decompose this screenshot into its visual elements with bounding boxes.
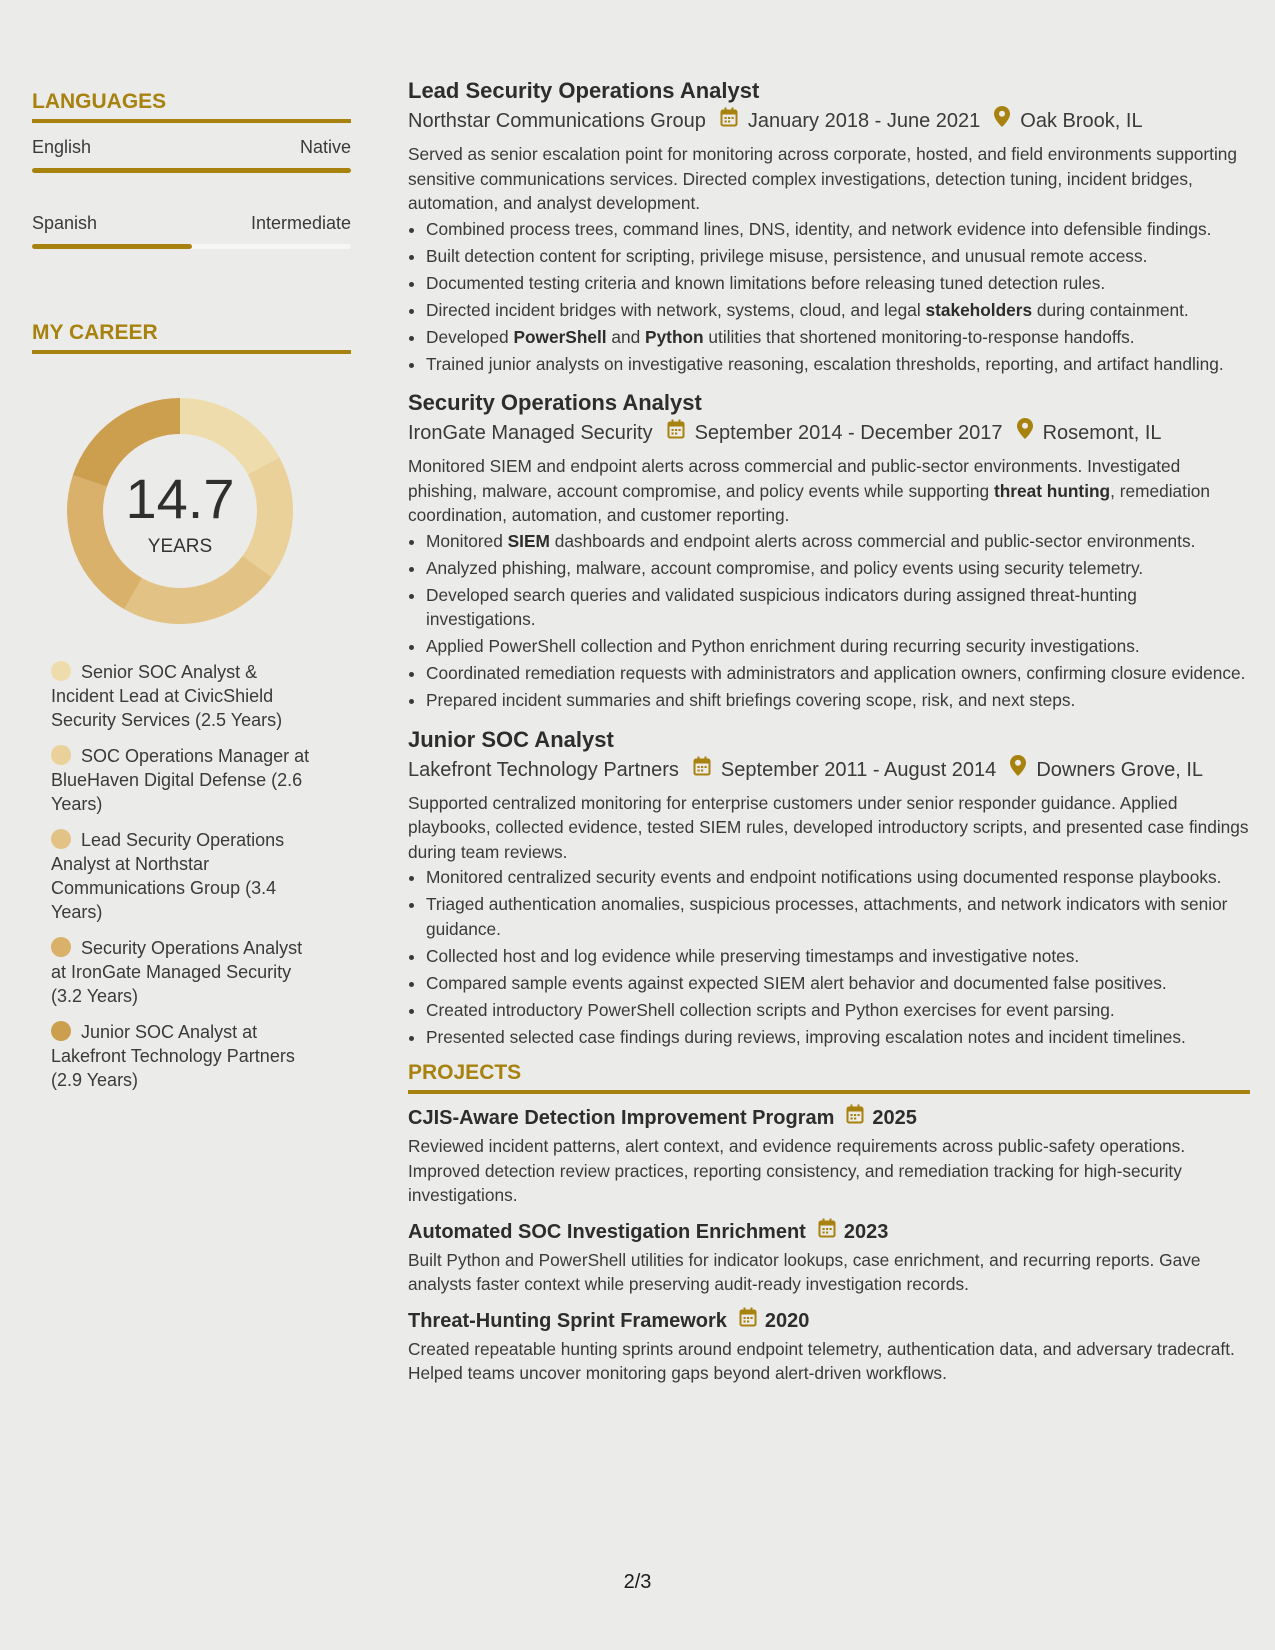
project-title-row xyxy=(408,1307,1250,1335)
job-bullet: • Documented testing criteria and known limitations before releasing tuned detection rules. xyxy=(426,271,1250,296)
calendar-icon xyxy=(846,1104,864,1132)
job-bullet: • Developed search queries and validated suspicious indicators during assigned threat-hunting investigations. xyxy=(426,583,1250,632)
language-name: Spanish xyxy=(32,213,98,233)
donut-slice-1 xyxy=(180,398,279,474)
bold-keyword: threat hunting xyxy=(993,480,1111,501)
job-meta xyxy=(408,755,1250,785)
project-title: CJIS-Aware Detection Improvement Program xyxy=(408,1107,835,1129)
job-location: Rosemont, IL xyxy=(1042,422,1162,444)
legend-dot xyxy=(51,661,71,681)
job-description: Served as senior escalation point for monitoring across corporate, hosted, and field environments supporting sensitive communications services. Directed complex investigations, detection tuning, incident bridges, automation, and analyst development. xyxy=(408,144,1238,213)
project-description: Created repeatable hunting sprints around endpoint telemetry, authentication data, and adversary tradecraft. Helped teams uncover monitoring gaps beyond alert-driven workflows. xyxy=(408,1338,1235,1383)
proficiency-bar-fill xyxy=(32,244,192,249)
job-location: Oak Brook, IL xyxy=(1020,110,1143,132)
job-title: Lead Security Operations Analyst xyxy=(408,78,760,103)
job-company: Lakefront Technology Partners xyxy=(408,758,679,781)
job-bullet: • Combined process trees, command lines, DNS, identity, and network evidence into defensible findings. xyxy=(426,217,1250,242)
career-total-years: 14.7 xyxy=(125,467,235,530)
career-donut-chart xyxy=(65,396,295,626)
job-bullet: • Monitored centralized security events and endpoint notifications using documented response playbooks. xyxy=(426,865,1250,890)
page-number: 2/3 xyxy=(623,1571,652,1593)
legend-dot xyxy=(51,937,71,957)
language-level: Native xyxy=(299,137,351,157)
career-total-unit: YEARS xyxy=(147,536,213,557)
proficiency-bar xyxy=(32,244,351,249)
legend-item: Lead Security Operations Analyst at Northstar Communications Group (3.4 Years) xyxy=(51,830,285,922)
project-title-row xyxy=(408,1218,1250,1246)
job-bullet: • Trained junior analysts on investigative reasoning, escalation thresholds, reporting, and artifact handling. xyxy=(426,352,1250,377)
language-level: Intermediate xyxy=(250,213,351,233)
project-year: 2023 xyxy=(843,1220,889,1243)
project-entry xyxy=(408,1218,1250,1297)
proficiency-bar xyxy=(32,168,351,173)
project-description: Built Python and PowerShell utilities for indicator lookups, case enrichment, and recurring reports. Gave analysts faster context while preserving audit-ready investigation records. xyxy=(408,1249,1201,1294)
calendar-icon xyxy=(739,1307,757,1335)
project-title: Automated SOC Investigation Enrichment xyxy=(408,1220,806,1243)
job-bullet: • Coordinated remediation requests with administrators and application owners, confirming closure evidence. xyxy=(426,661,1250,686)
language-name: English xyxy=(32,137,92,157)
bold-keyword: PowerShell xyxy=(513,326,607,347)
project-year: 2020 xyxy=(764,1309,810,1332)
languages-list xyxy=(32,137,351,249)
job-meta xyxy=(408,418,1250,448)
career-heading: MY CAREER xyxy=(32,321,351,354)
donut-slice-3 xyxy=(124,556,272,624)
job-bullet: • Built detection content for scripting, privilege misuse, persistence, and unusual remote access. xyxy=(426,244,1250,269)
map-pin-icon xyxy=(1010,755,1026,785)
job-meta xyxy=(408,106,1250,136)
job-entry xyxy=(408,725,1250,1050)
job-bullet: • Created introductory PowerShell collection scripts and Python exercises for event parsing. xyxy=(426,998,1250,1023)
job-bullet: • Triaged authentication anomalies, suspicious processes, attachments, and network indicators with senior guidance. xyxy=(426,892,1250,941)
bold-keyword: stakeholders xyxy=(925,299,1033,320)
legend-item: Security Operations Analyst at IronGate Managed Security (3.2 Years) xyxy=(51,938,303,1006)
project-year: 2025 xyxy=(872,1107,917,1129)
job-location: Downers Grove, IL xyxy=(1036,758,1204,781)
language-item xyxy=(32,213,351,249)
bold-keyword: SIEM xyxy=(507,530,550,551)
job-bullets xyxy=(408,529,1250,713)
job-dates: September 2014 - December 2017 xyxy=(694,422,1003,444)
calendar-icon xyxy=(818,1218,836,1246)
bold-keyword: Python xyxy=(645,326,704,347)
map-pin-icon xyxy=(994,106,1010,136)
job-bullet: • Collected host and log evidence while preserving timestamps and investigative notes. xyxy=(426,944,1250,969)
job-bullet: • Directed incident bridges with network, systems, cloud, and legal stakeholders during containment. xyxy=(426,298,1250,323)
job-dates: September 2011 - August 2014 xyxy=(720,758,997,781)
job-description: Supported centralized monitoring for enterprise customers under senior responder guidance. Applied playbooks, collected evidence, tested SIEM rules, developed introductory scripts, and presented case findings during team reviews. xyxy=(408,792,1249,862)
job-title: Junior SOC Analyst xyxy=(408,726,614,752)
project-title: Threat-Hunting Sprint Framework xyxy=(408,1309,727,1332)
right-column xyxy=(408,76,1250,1386)
job-company: Northstar Communications Group xyxy=(408,110,706,132)
job-bullets xyxy=(408,865,1250,1049)
language-row xyxy=(32,137,351,158)
map-pin-icon xyxy=(1017,418,1033,448)
job-dates: January 2018 - June 2021 xyxy=(747,110,981,132)
legend-item: SOC Operations Manager at BlueHaven Digital Defense (2.6 Years) xyxy=(51,746,310,814)
legend-dot xyxy=(51,829,71,849)
legend-item: Senior SOC Analyst & Incident Lead at CivicShield Security Services (2.5 Years) xyxy=(51,662,283,730)
left-column xyxy=(32,90,351,1104)
legend-dot xyxy=(51,745,71,765)
calendar-icon xyxy=(720,106,738,136)
job-title: Security Operations Analyst xyxy=(408,390,702,415)
calendar-icon xyxy=(693,755,711,785)
language-item xyxy=(32,137,351,173)
job-bullet: • Monitored SIEM dashboards and endpoint alerts across commercial and public-sector environments. xyxy=(426,529,1250,554)
language-row xyxy=(32,213,351,234)
proficiency-bar-fill xyxy=(32,168,351,173)
job-bullet: • Compared sample events against expected SIEM alert behavior and documented false positives. xyxy=(426,971,1250,996)
project-description: Reviewed incident patterns, alert context, and evidence requirements across public-safety operations. Improved detection review practices, reporting consistency, and remediation tracking for high-security investigations. xyxy=(408,1136,1186,1205)
project-entry xyxy=(408,1104,1250,1208)
job-description: Monitored SIEM and endpoint alerts across commercial and public-sector environments. Investigated phishing, malware, account compromise, and policy events while supporting threat hunting, remediation coordination, automation, and customer reporting. xyxy=(408,456,1211,525)
calendar-icon xyxy=(667,418,685,448)
job-entry xyxy=(408,388,1250,713)
projects-heading: PROJECTS xyxy=(408,1061,1250,1094)
projects-list xyxy=(408,1104,1250,1386)
job-bullet: • Prepared incident summaries and shift briefings covering scope, risk, and next steps. xyxy=(426,688,1250,713)
project-title-row xyxy=(408,1104,1250,1132)
job-bullet: • Applied PowerShell collection and Python enrichment during recurring security investigations. xyxy=(426,634,1250,659)
job-bullet: • Analyzed phishing, malware, account compromise, and policy events using security telemetry. xyxy=(426,556,1250,581)
job-company: IronGate Managed Security xyxy=(408,422,653,444)
job-bullets xyxy=(408,217,1250,377)
experience-list xyxy=(408,76,1250,1049)
job-bullet: • Presented selected case findings during reviews, improving escalation notes and incident timelines. xyxy=(426,1025,1250,1050)
project-entry xyxy=(408,1307,1250,1386)
legend-dot xyxy=(51,1021,71,1041)
legend-item: Junior SOC Analyst at Lakefront Technology Partners (2.9 Years) xyxy=(51,1022,295,1090)
languages-heading: LANGUAGES xyxy=(32,90,351,123)
career-legend xyxy=(51,660,321,1092)
job-entry xyxy=(408,76,1250,376)
job-bullet: • Developed PowerShell and Python utilities that shortened monitoring-to-response handoffs. xyxy=(426,325,1250,350)
